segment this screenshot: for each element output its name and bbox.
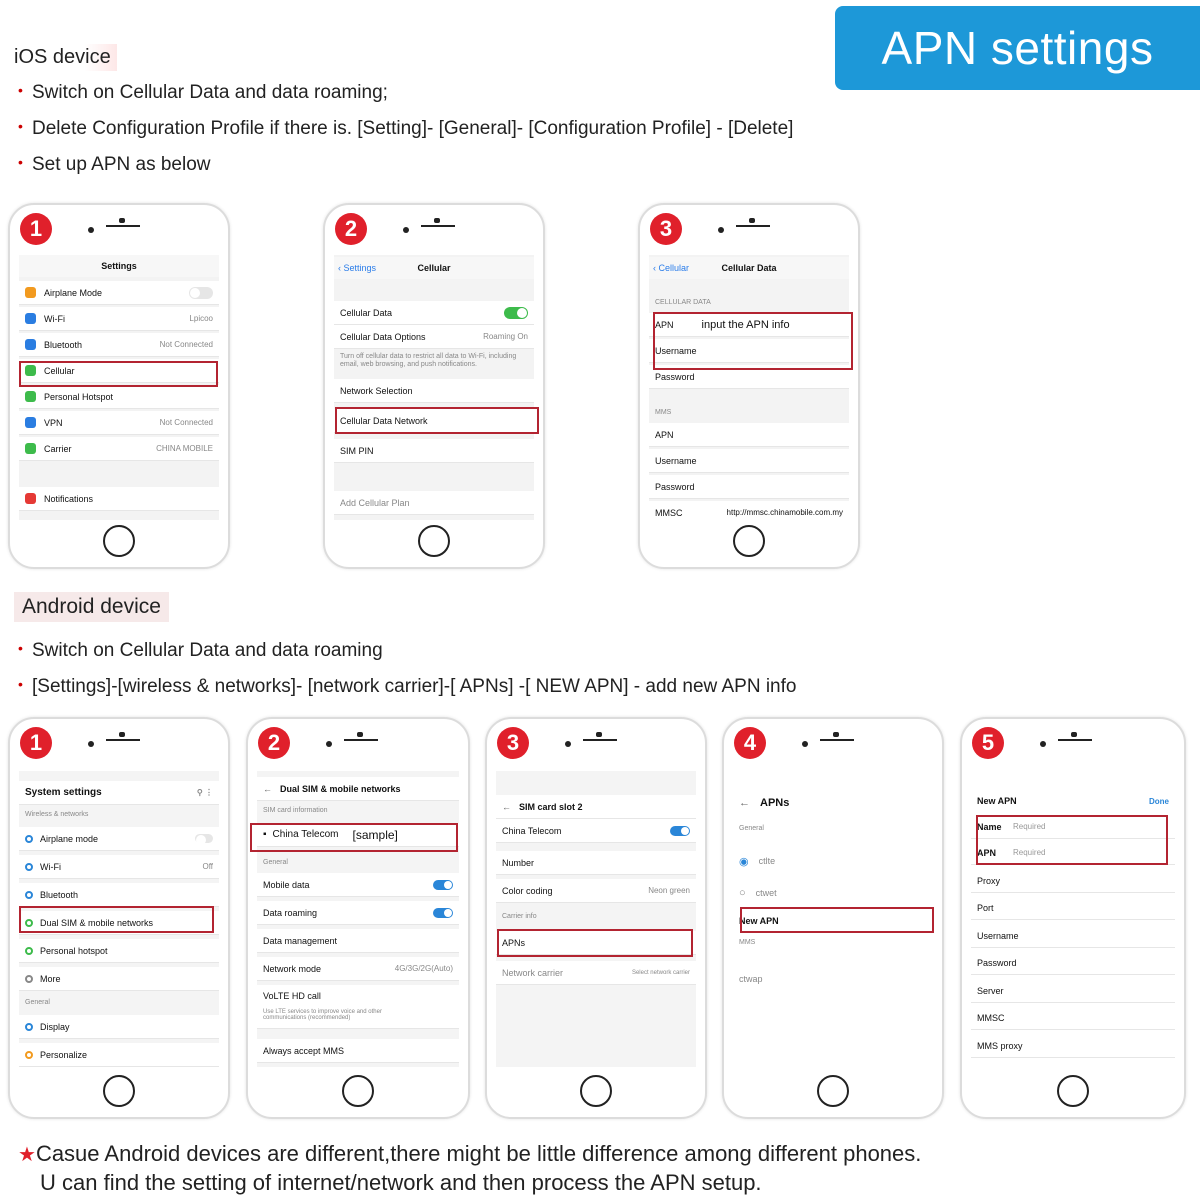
back-arrow-icon[interactable]: ←	[502, 801, 511, 812]
screen-title: Settings	[19, 255, 219, 277]
camera-icon	[403, 227, 409, 233]
home-button[interactable]	[418, 525, 450, 557]
android-phone-1	[8, 717, 230, 1119]
row-data-roaming[interactable]: Data roaming	[257, 901, 459, 925]
cellular-description: Turn off cellular data to restrict all data to Wi-Fi, including email, web browsing, and push notifications.	[340, 353, 517, 368]
apn-option-2[interactable]: ○ ctwet	[733, 881, 933, 905]
back-arrow-icon[interactable]: ←	[739, 797, 750, 809]
section-carrier-info: Carrier info	[502, 913, 537, 920]
camera-icon	[565, 741, 571, 747]
speaker-icon	[344, 739, 378, 741]
android-phone-2	[246, 717, 470, 1119]
row-network-carrier[interactable]: Network carrier Select network carrier	[496, 961, 696, 985]
row-mms-apn[interactable]: APN	[649, 423, 849, 447]
radio-unselected-icon[interactable]: ○	[739, 887, 746, 899]
row-more[interactable]: More	[19, 967, 219, 991]
row-wifi[interactable]: Wi-Fi Off	[19, 855, 219, 879]
hotspot-icon	[25, 391, 36, 402]
airplane-toggle[interactable]	[195, 834, 213, 843]
row-display[interactable]: Display	[19, 1015, 219, 1039]
speaker-icon	[736, 225, 770, 227]
android-sim-slot-screen	[496, 771, 696, 1067]
android-phone-3	[485, 717, 707, 1119]
row-mms-apn[interactable]: ctwap	[733, 967, 933, 991]
camera-icon	[1040, 741, 1046, 747]
ios-bullet-3: • Set up APN as below	[18, 154, 211, 175]
done-button[interactable]: Done	[1149, 796, 1169, 806]
row-apn[interactable]: APN input the APN info	[649, 313, 849, 337]
row-cellular-data-options[interactable]: Cellular Data Options Roaming On	[334, 325, 534, 349]
row-number[interactable]: Number	[496, 851, 696, 875]
row-carrier[interactable]: Carrier CHINA MOBILE	[19, 437, 219, 461]
android-bullet-1: • Switch on Cellular Data and data roaming	[18, 640, 383, 661]
speaker-icon	[820, 739, 854, 741]
bluetooth-icon	[25, 339, 36, 350]
row-port[interactable]: Port	[971, 896, 1175, 920]
row-cellular-data[interactable]: Cellular Data	[334, 301, 534, 325]
android-phone-5	[960, 717, 1186, 1119]
apn-option-1[interactable]: ◉ ctlte	[733, 849, 933, 873]
row-cellular[interactable]: Cellular	[19, 359, 219, 383]
radio-selected-icon[interactable]: ◉	[739, 855, 749, 868]
row-carrier[interactable]: ▪ China Telecom [sample]	[257, 823, 459, 847]
row-mobile-data[interactable]: Mobile data	[257, 873, 459, 897]
camera-icon	[718, 227, 724, 233]
section-general: General	[739, 825, 764, 832]
highlight-apns	[497, 929, 693, 957]
step-badge: 3	[650, 213, 682, 245]
section-sim-info: SIM card information	[263, 807, 328, 814]
row-proxy[interactable]: Proxy	[971, 869, 1175, 893]
row-network-mode[interactable]: Network mode 4G/3G/2G(Auto)	[257, 957, 459, 981]
mobile-data-toggle[interactable]	[433, 880, 453, 890]
ios-bullet-2: • Delete Configuration Profile if there is. [Setting]- [General]- [Configuration Profile] - [Delete]	[18, 118, 794, 139]
camera-icon	[326, 741, 332, 747]
display-icon	[25, 1023, 33, 1031]
row-add-cellular-plan[interactable]: Add Cellular Plan	[334, 491, 534, 515]
row-apns[interactable]: APNs	[496, 931, 696, 955]
row-apn[interactable]: APN Required	[971, 841, 1175, 865]
camera-icon	[802, 741, 808, 747]
row-personal-hotspot[interactable]: Personal Hotspot	[19, 385, 219, 409]
speaker-icon	[583, 739, 617, 741]
row-personal-hotspot[interactable]: Personal hotspot	[19, 939, 219, 963]
ios-settings-screen	[19, 255, 219, 520]
step-badge: 2	[258, 727, 290, 759]
step-badge: 3	[497, 727, 529, 759]
step-badge: 1	[20, 213, 52, 245]
row-wifi[interactable]: Wi-Fi Lpicoo	[19, 307, 219, 331]
ios-phone-2	[323, 203, 545, 569]
section-cellular-data: CELLULAR DATA	[655, 299, 711, 306]
step-badge: 5	[972, 727, 1004, 759]
cellular-data-toggle[interactable]	[504, 307, 528, 319]
row-vpn[interactable]: VPN Not Connected	[19, 411, 219, 435]
home-button[interactable]	[817, 1075, 849, 1107]
apn-settings-banner	[835, 6, 1200, 90]
data-roaming-toggle[interactable]	[433, 908, 453, 918]
row-network-selection[interactable]: Network Selection	[334, 379, 534, 403]
section-mms: MMS	[739, 939, 756, 946]
row-mms-username[interactable]: Username	[649, 449, 849, 473]
row-volte[interactable]: VoLTE HD call Use LTE services to improve voice and other communications (recommended)	[257, 985, 459, 1029]
row-airplane-mode[interactable]: Airplane Mode	[19, 281, 219, 305]
section-general: General	[25, 999, 50, 1006]
row-password[interactable]: Password	[649, 365, 849, 389]
row-data-management[interactable]: Data management	[257, 929, 459, 953]
ios-section-label: iOS device	[8, 44, 117, 71]
footer-note: ★Casue Android devices are different,there might be little difference among different phones. U can find the setting of internet/network and then process the APN setup.	[18, 1141, 922, 1195]
row-name[interactable]: Name Required	[971, 815, 1175, 839]
wifi-icon	[25, 313, 36, 324]
screen-title: Cellular Data	[721, 263, 777, 273]
notifications-icon	[25, 493, 36, 504]
highlight-cellular	[19, 361, 218, 387]
personalize-icon	[25, 1051, 33, 1059]
highlight-dual-sim	[19, 906, 214, 933]
airplane-icon	[25, 287, 36, 298]
row-new-apn[interactable]: New APN	[733, 909, 933, 933]
home-button[interactable]	[1057, 1075, 1089, 1107]
carrier-icon	[25, 443, 36, 454]
section-mms: MMS	[655, 409, 672, 416]
apn-hint: input the APN info	[701, 318, 790, 331]
section-wireless: Wireless & networks	[25, 811, 89, 818]
vpn-icon	[25, 417, 36, 428]
highlight-apn-fields	[653, 312, 853, 370]
ios-phone-1	[8, 203, 230, 569]
home-button[interactable]	[580, 1075, 612, 1107]
screen-header: ← SIM card slot 2	[496, 795, 696, 819]
speaker-icon	[421, 225, 455, 227]
home-button[interactable]	[342, 1075, 374, 1107]
step-badge: 4	[734, 727, 766, 759]
ios-cellular-data-screen	[649, 255, 849, 520]
step-badge: 1	[20, 727, 52, 759]
camera-icon	[88, 741, 94, 747]
android-bullet-2: • [Settings]-[wireless & networks]- [network carrier]-[ APNs] -[ NEW APN] - add new APN info	[18, 676, 797, 697]
home-button[interactable]	[103, 1075, 135, 1107]
row-personalize[interactable]: Personalize	[19, 1043, 219, 1067]
home-button[interactable]	[733, 525, 765, 557]
row-bluetooth[interactable]: Bluetooth	[19, 883, 219, 907]
row-always-accept-mms[interactable]: Always accept MMS	[257, 1039, 459, 1063]
row-mms-password[interactable]: Password	[649, 475, 849, 499]
row-china-telecom[interactable]: China Telecom	[496, 819, 696, 843]
row-mms-proxy[interactable]: MMS proxy	[971, 1034, 1175, 1058]
bluetooth-icon	[25, 891, 33, 899]
highlight-cellular-data-network	[335, 407, 539, 434]
highlight-new-apn	[740, 907, 934, 933]
row-sim-pin[interactable]: SIM PIN	[334, 439, 534, 463]
hotspot-icon	[25, 947, 33, 955]
row-mmsc[interactable]: MMSC http://mmsc.chinamobile.com.my	[649, 501, 849, 520]
screen-title: Cellular	[417, 263, 451, 273]
row-password[interactable]: Password	[971, 951, 1175, 975]
screen-header	[334, 257, 534, 279]
airplane-icon	[25, 835, 33, 843]
screen-title: System settings ⚲ ⋮	[19, 781, 219, 805]
row-cellular-data-network[interactable]: Cellular Data Network	[334, 409, 534, 433]
camera-icon	[88, 227, 94, 233]
section-general: General	[263, 859, 288, 866]
ios-cellular-screen	[334, 255, 534, 520]
row-notifications[interactable]: Notifications	[19, 487, 219, 511]
android-section-label: Android device	[14, 592, 169, 622]
row-bluetooth[interactable]: Bluetooth Not Connected	[19, 333, 219, 357]
back-arrow-icon[interactable]: ←	[263, 783, 272, 794]
sim-toggle[interactable]	[670, 826, 690, 836]
highlight-carrier	[250, 823, 458, 852]
back-button[interactable]: ‹ Cellular	[653, 263, 690, 273]
screen-header: ← Dual SIM & mobile networks	[257, 777, 459, 801]
row-mmsc[interactable]: MMSC	[971, 1006, 1175, 1030]
row-server[interactable]: Server	[971, 979, 1175, 1003]
banner-title: APN settings	[881, 22, 1154, 74]
ios-bullet-1: • Switch on Cellular Data and data roaming;	[18, 82, 388, 103]
speaker-icon	[1058, 739, 1092, 741]
speaker-icon	[106, 739, 140, 741]
wifi-icon	[25, 863, 33, 871]
search-icon[interactable]: ⚲ ⋮	[196, 788, 213, 797]
home-button[interactable]	[103, 525, 135, 557]
android-dual-sim-screen	[257, 771, 459, 1067]
star-icon: ★	[18, 1144, 36, 1166]
screen-header: ← APNs	[733, 791, 933, 815]
row-username[interactable]: Username	[971, 924, 1175, 948]
airplane-toggle[interactable]	[189, 287, 213, 299]
sim-icon: ▪	[263, 829, 267, 840]
ios-phone-3	[638, 203, 860, 569]
highlight-name-apn	[976, 815, 1168, 865]
row-dual-sim[interactable]: Dual SIM & mobile networks	[19, 911, 219, 935]
step-badge: 2	[335, 213, 367, 245]
screen-header	[649, 257, 849, 279]
more-icon	[25, 975, 33, 983]
back-button[interactable]: ‹ Settings	[338, 263, 377, 273]
row-color-coding[interactable]: Color coding Neon green	[496, 879, 696, 903]
speaker-icon	[106, 225, 140, 227]
row-airplane-mode[interactable]: Airplane mode	[19, 827, 219, 851]
screen-header: New APN Done	[971, 789, 1175, 813]
row-username[interactable]: Username	[649, 339, 849, 363]
android-phone-4	[722, 717, 944, 1119]
